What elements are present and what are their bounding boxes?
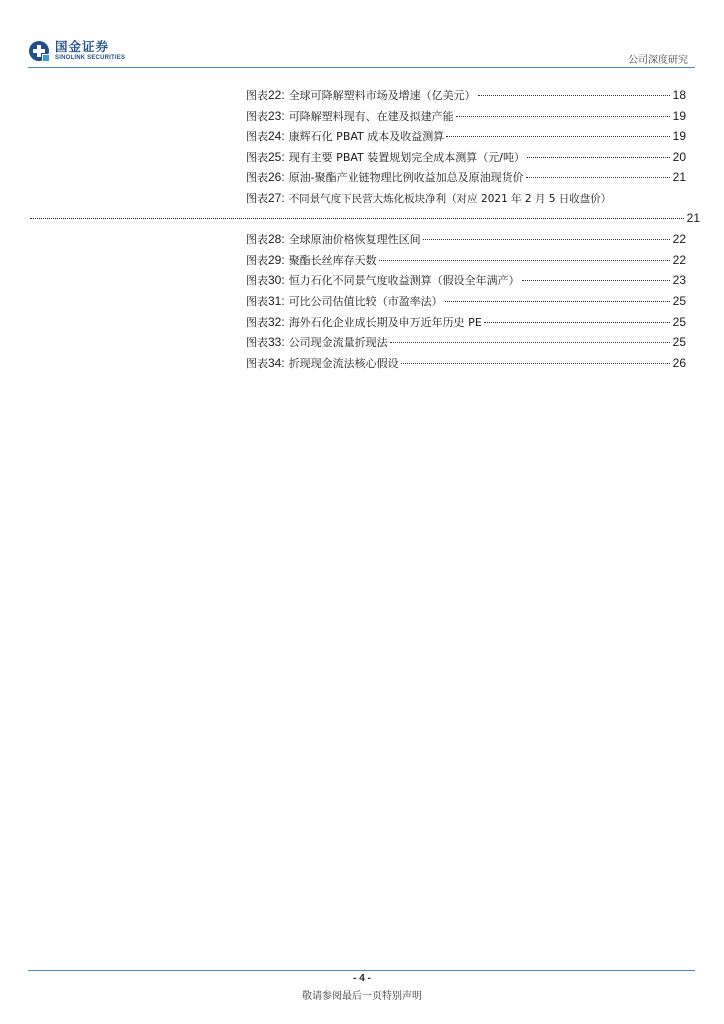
company-logo <box>28 40 125 62</box>
toc-entry-page: 21 <box>672 170 686 185</box>
header-divider <box>28 67 695 68</box>
page-number: - 4 - <box>353 973 371 984</box>
toc-entry-label: 图表 <box>246 130 268 144</box>
toc-leader-dots <box>526 177 670 178</box>
sinolink-logo-icon <box>28 40 50 62</box>
toc-entry-label: 图表 <box>246 109 268 123</box>
toc-entry-page: 25 <box>672 314 686 329</box>
toc-entry-number: 26: <box>268 170 285 185</box>
toc-entry-label: 图表 <box>246 294 268 308</box>
toc-entry-title: 恒力石化不同景气度收益测算（假设全年满产） <box>288 274 520 288</box>
toc-leader-dots <box>30 218 684 219</box>
toc-entry-title: 可比公司估值比较（市盈率法） <box>288 294 443 308</box>
toc-entry[interactable] <box>246 87 686 108</box>
toc-entry-label: 图表 <box>246 191 268 205</box>
toc-leader-dots <box>522 280 670 281</box>
toc-entry[interactable] <box>246 149 686 170</box>
toc-entry-number: 34: <box>268 355 285 370</box>
toc-entry-label: 图表 <box>246 356 268 370</box>
toc-entry-label: 图表 <box>246 233 268 247</box>
toc-leader-dots <box>478 95 670 96</box>
logo-chinese-name: 国金证券 <box>55 38 110 54</box>
toc-leader-dots <box>401 363 670 364</box>
toc-leader-dots <box>527 157 670 158</box>
toc-entry[interactable] <box>246 169 686 190</box>
toc-entry-page: 26 <box>672 355 686 370</box>
toc-entry-number: 33: <box>268 335 285 350</box>
toc-entry-number: 27: <box>268 190 285 205</box>
toc-entry-title: 公司现金流量折现法 <box>288 336 388 350</box>
toc-entry[interactable] <box>246 314 686 335</box>
toc-leader-dots <box>484 322 670 323</box>
toc-entry[interactable] <box>246 108 686 129</box>
toc-leader-dots <box>446 136 670 137</box>
page-header <box>0 0 724 72</box>
toc-entry-number: 28: <box>268 232 285 247</box>
toc-entry-page: 22 <box>672 252 686 267</box>
toc-entry-label: 图表 <box>246 274 268 288</box>
toc-entry-label: 图表 <box>246 150 268 164</box>
toc-entry-title: 不同景气度下民营大炼化板块净利（对应 2021 年 2 月 5 日收盘价） <box>288 192 612 205</box>
report-type: 公司深度研究 <box>628 55 688 66</box>
toc-entry-title: 全球原油价格恢复理性区间 <box>288 233 421 247</box>
toc-entry[interactable] <box>246 355 686 376</box>
table-of-figures <box>246 87 700 375</box>
toc-entry-number: 25: <box>268 149 285 164</box>
toc-entry-page: 25 <box>672 293 686 308</box>
toc-entry-page: 21 <box>686 210 700 225</box>
toc-leader-dots <box>456 116 670 117</box>
toc-entry-title: 折现现金流法核心假设 <box>288 356 399 370</box>
toc-leader-dots <box>423 239 670 240</box>
toc-entry-number: 29: <box>268 252 285 267</box>
toc-entry-number: 24: <box>268 129 285 144</box>
toc-leader-dots <box>379 260 670 261</box>
toc-entry-title: 可降解塑料现有、在建及拟建产能 <box>288 109 454 123</box>
toc-entry-label: 图表 <box>246 315 268 329</box>
toc-entry[interactable] <box>246 272 686 293</box>
toc-entry-label: 图表 <box>246 253 268 267</box>
toc-entry-number: 31: <box>268 293 285 308</box>
logo-english-name: SINOLINK SECURITIES <box>55 55 126 62</box>
toc-entry-page: 20 <box>672 149 686 164</box>
toc-entry-number: 22: <box>268 88 285 102</box>
toc-entry-title: 聚酯长丝库存天数 <box>288 253 377 267</box>
toc-entry[interactable] <box>246 252 686 273</box>
toc-entry-page: 19 <box>672 108 686 123</box>
toc-entry-page: 23 <box>672 273 686 288</box>
toc-entry[interactable] <box>246 293 686 314</box>
toc-entry-number: 23: <box>268 108 285 123</box>
toc-entry-page: 25 <box>672 335 686 350</box>
footer-divider <box>28 970 695 971</box>
toc-entry[interactable] <box>246 190 686 211</box>
toc-entry-page: 18 <box>672 88 686 102</box>
toc-entry[interactable] <box>246 231 686 252</box>
toc-leader-dots <box>390 342 670 343</box>
toc-entry-page: 22 <box>672 232 686 247</box>
toc-entry[interactable] <box>246 128 686 149</box>
toc-entry-title: 现有主要 PBAT 装置规划完全成本测算（元/吨） <box>288 150 525 164</box>
toc-entry-title: 海外石化企业成长期及申万近年历史 PE <box>288 315 482 329</box>
toc-entry[interactable] <box>246 334 686 355</box>
toc-entry-label: 图表 <box>246 336 268 350</box>
disclaimer-note: 敬请参阅最后一页特别声明 <box>302 991 422 1002</box>
toc-entry-title: 康辉石化 PBAT 成本及收益测算 <box>288 130 445 144</box>
toc-entry-page: 19 <box>672 129 686 144</box>
toc-entry-title: 原油-聚酯产业链物理比例收益加总及原油现货价 <box>288 171 524 185</box>
toc-entry-label: 图表 <box>246 89 268 102</box>
toc-entry-number: 30: <box>268 273 285 288</box>
toc-entry-continuation[interactable] <box>28 211 700 232</box>
toc-entry-title: 全球可降解塑料市场及增速（亿美元） <box>288 89 476 102</box>
toc-entry-label: 图表 <box>246 171 268 185</box>
toc-leader-dots <box>445 301 670 302</box>
toc-entry-number: 32: <box>268 314 285 329</box>
